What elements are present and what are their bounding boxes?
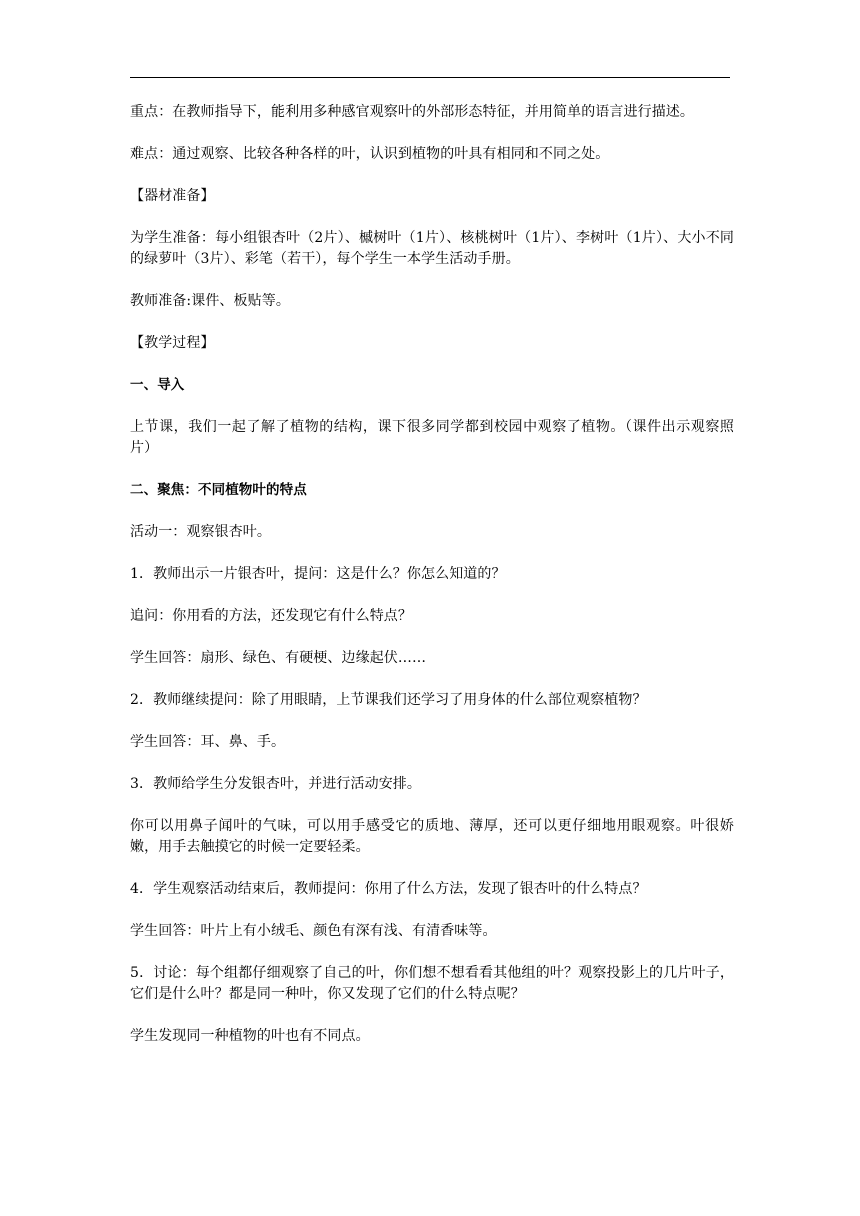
materials-heading: 【器材准备】	[130, 188, 215, 204]
answer-1-paragraph: 学生回答：扇形、绿色、有硬梗、边缘起伏……	[130, 650, 427, 666]
step-5-paragraph: 5．讨论：每个组都仔细观察了自己的叶，你们想不想看看其他组的叶？观察投影上的几片叶子，它们是什么叶？都是同一种叶，你又发现了它们的什么特点呢？	[130, 965, 734, 1002]
step-2-paragraph: 2．教师继续提问：除了用眼睛，上节课我们还学习了用身体的什么部位观察植物？	[130, 692, 647, 708]
teacher-materials-paragraph: 教师准备:课件、板贴等。	[130, 293, 290, 309]
intro-paragraph: 上节课，我们一起了解了植物的结构，课下很多同学都到校园中观察了植物。（课件出示观察照片）	[130, 419, 734, 456]
answer-4-paragraph: 学生回答：叶片上有小绒毛、颜色有深有浅、有清香味等。	[130, 923, 497, 939]
header-rule	[130, 77, 730, 78]
document-body	[130, 102, 734, 1068]
section-intro-heading: 一、导入	[130, 377, 185, 393]
follow-up-paragraph: 追问：你用看的方法，还发现它有什么特点？	[130, 608, 412, 624]
answer-2-paragraph: 学生回答：耳、鼻、手。	[130, 734, 286, 750]
process-heading: 【教学过程】	[130, 335, 215, 351]
key-point-paragraph: 重点：在教师指导下，能利用多种感官观察叶的外部形态特征，并用简单的语言进行描述。	[130, 104, 694, 120]
step-4-paragraph: 4．学生观察活动结束后，教师提问：你用了什么方法，发现了银杏叶的什么特点？	[130, 881, 647, 897]
student-materials-paragraph: 为学生准备：每小组银杏叶（2片）、槭树叶（1片）、核桃树叶（1片）、李树叶（1片）、大小不同的绿萝叶（3片）、彩笔（若干），每个学生一本学生活动手册。	[130, 230, 734, 267]
step-3-paragraph: 3．教师给学生分发银杏叶，并进行活动安排。	[130, 776, 422, 792]
difficulty-paragraph: 难点：通过观察、比较各种各样的叶，认识到植物的叶具有相同和不同之处。	[130, 146, 610, 162]
section-focus-heading: 二、聚焦：不同植物叶的特点	[130, 482, 307, 498]
step-1-paragraph: 1．教师出示一片银杏叶，提问：这是什么？你怎么知道的？	[130, 566, 506, 582]
activity-one-paragraph: 活动一：观察银杏叶。	[130, 524, 271, 540]
instruction-paragraph: 你可以用鼻子闻叶的气味，可以用手感受它的质地、薄厚，还可以更仔细地用眼观察。叶很娇嫩，用手去触摸它的时候一定要轻柔。	[130, 818, 734, 855]
finding-paragraph: 学生发现同一种植物的叶也有不同点。	[130, 1028, 370, 1044]
